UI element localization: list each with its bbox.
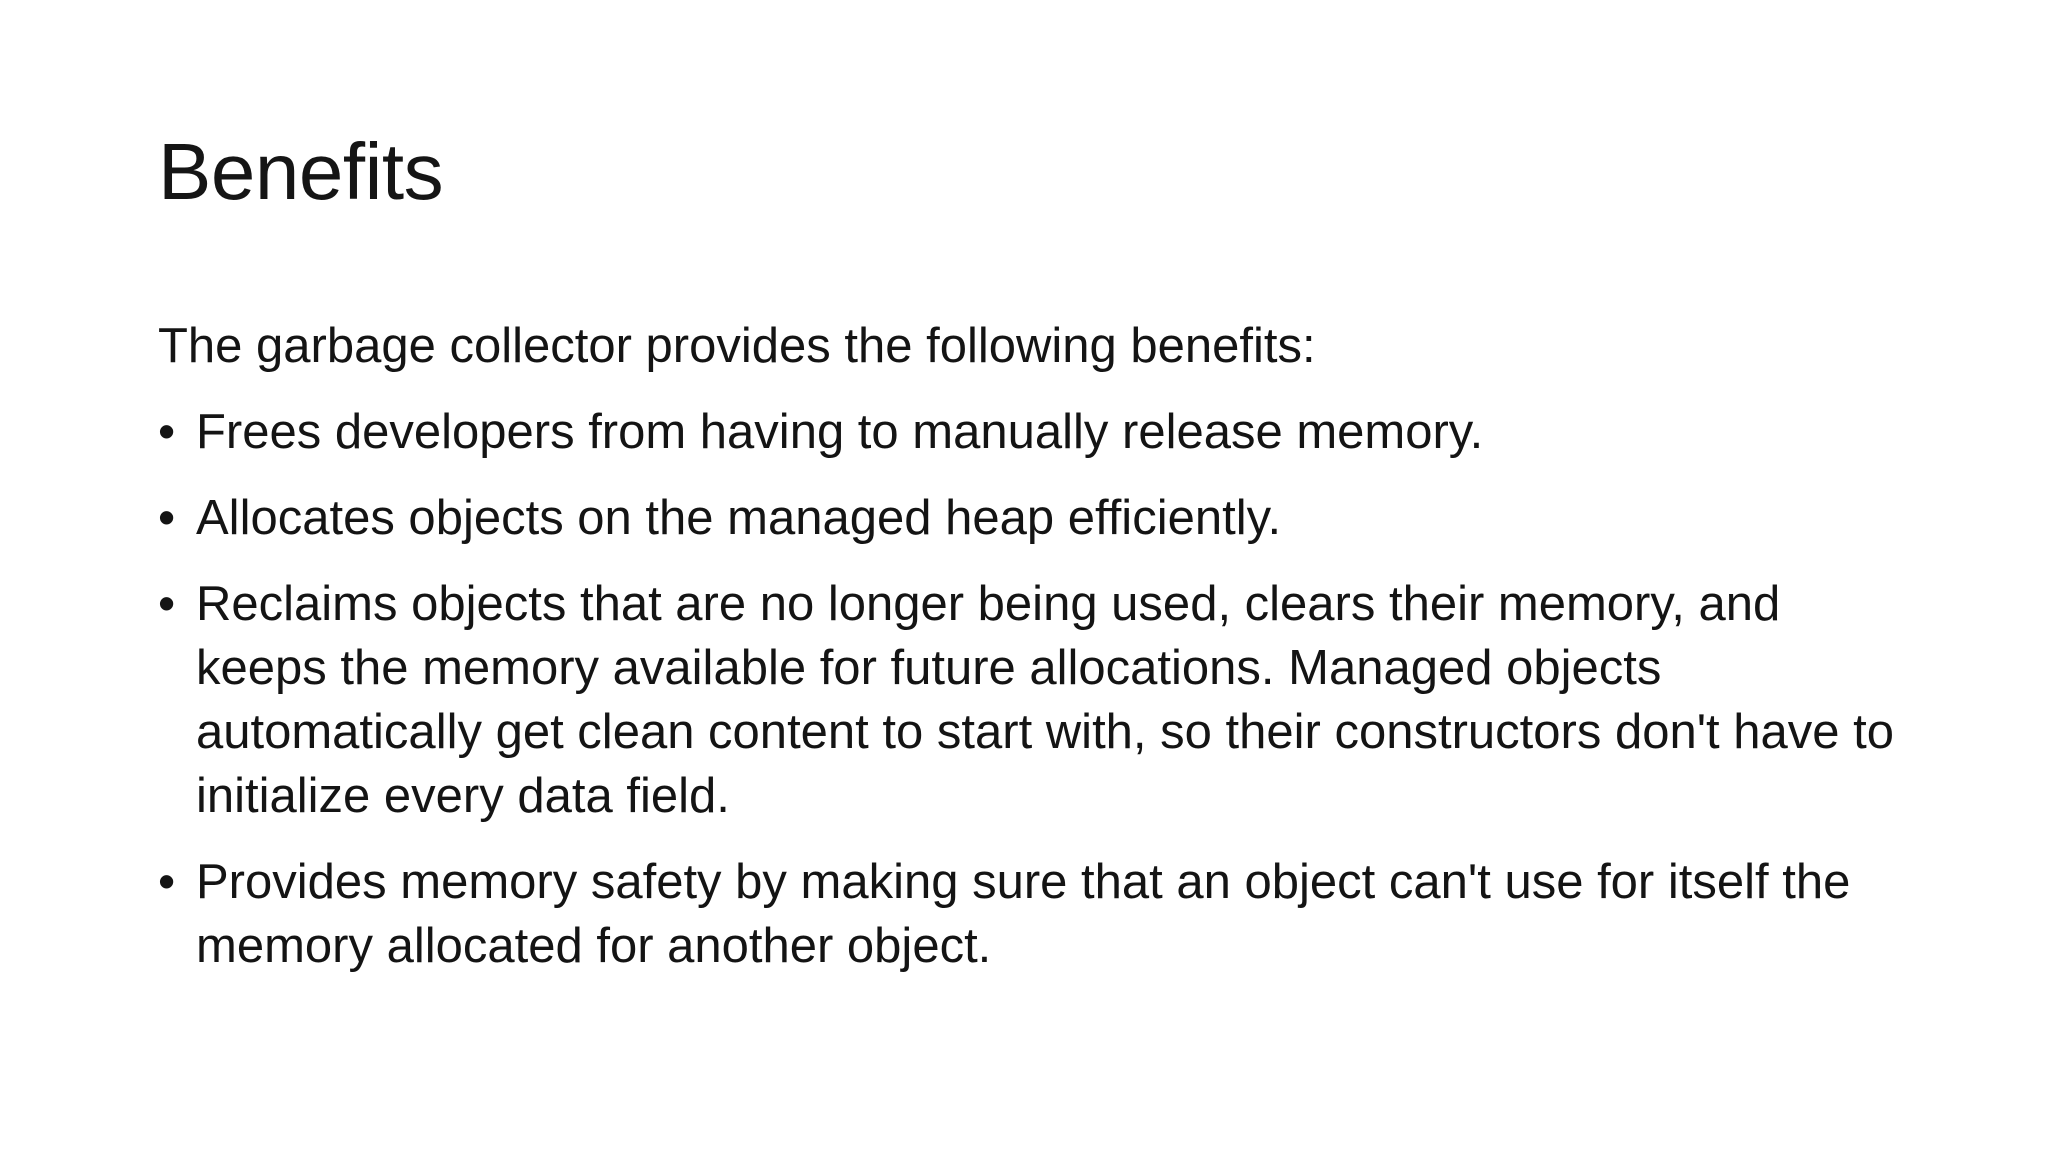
bullet-list	[158, 400, 1908, 978]
bullet-item	[158, 400, 1908, 464]
bullet-dot-icon: •	[158, 577, 176, 631]
bullet-text: Frees developers from having to manually release memory.	[196, 405, 1484, 459]
bullet-text: Reclaims objects that are no longer being used, clears their memory, and keeps the memory available for future allocations. Managed objects automatically get clean content to start with, so their constructors don't have to initialize every data field.	[196, 577, 1895, 823]
bullet-item	[158, 572, 1908, 828]
bullet-item	[158, 486, 1908, 550]
bullet-item	[158, 850, 1908, 978]
bullet-text: Allocates objects on the managed heap efficiently.	[196, 491, 1282, 545]
bullet-dot-icon: •	[158, 855, 176, 909]
slide-title: Benefits	[158, 127, 444, 216]
bullet-dot-icon: •	[158, 491, 176, 545]
bullet-text: Provides memory safety by making sure that an object can't use for itself the memory allocated for another object.	[196, 855, 1851, 973]
slide-body	[158, 314, 1908, 1000]
bullet-dot-icon: •	[158, 405, 176, 459]
intro-text: The garbage collector provides the following benefits:	[158, 319, 1316, 373]
